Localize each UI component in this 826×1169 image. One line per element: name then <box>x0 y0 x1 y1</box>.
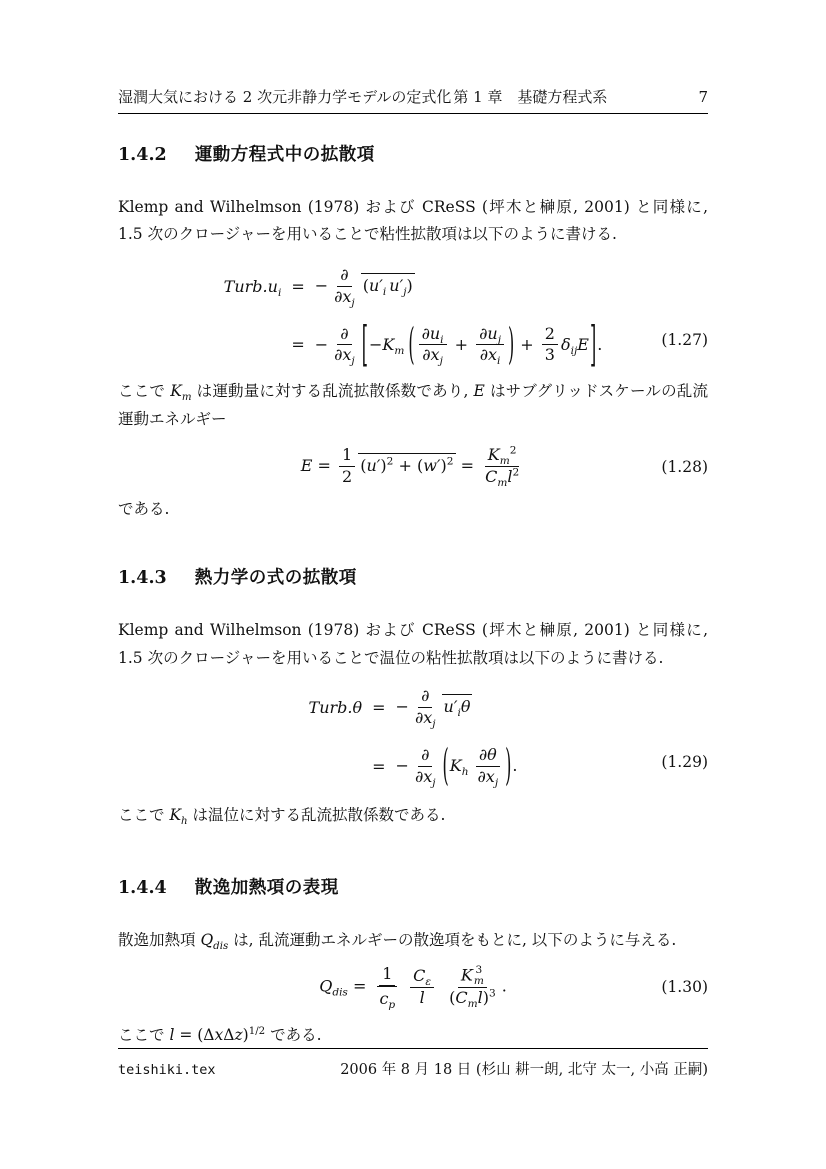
math-fraction <box>339 445 355 488</box>
math-var: u′ <box>368 275 383 295</box>
math-delimiter: ) <box>507 317 515 370</box>
math-text: Δ <box>223 1026 235 1045</box>
page-footer <box>118 1048 708 1079</box>
equation-number: (1.28) <box>661 457 708 476</box>
math-delimiter: ] <box>589 314 597 372</box>
math-var: K <box>170 382 182 401</box>
math-var: l <box>477 988 483 1008</box>
equation-cell <box>395 739 518 791</box>
paragraph-dissipation <box>118 927 708 955</box>
math-var: ∂x <box>414 708 433 728</box>
math-var: l <box>419 987 425 1007</box>
math-text: 2 <box>544 323 555 343</box>
header-chapter: 第 1 章 基礎方程式系 <box>453 88 608 106</box>
math-text: である. <box>118 499 170 518</box>
math-superscript: 2 <box>386 455 394 468</box>
math-overline <box>377 986 397 1012</box>
math-subscript: j <box>403 285 407 298</box>
math-var: C <box>455 988 468 1008</box>
math-text: − <box>368 334 383 354</box>
section-heading-1-4-2 <box>118 144 708 167</box>
math-supsub: 3 m <box>473 964 484 988</box>
math-subscript: j <box>439 355 443 368</box>
equation-number: (1.27) <box>661 331 708 350</box>
equation-cell <box>315 265 415 308</box>
equation-body <box>118 264 708 372</box>
math-subscript: j <box>351 296 355 309</box>
math-subscript: h <box>181 815 188 827</box>
equation-number: (1.30) <box>661 978 708 997</box>
section-title: 運動方程式中の拡散項 <box>194 145 375 165</box>
math-text: ) <box>482 988 489 1008</box>
math-subscript: i <box>457 707 461 720</box>
running-header <box>118 86 708 114</box>
footer-filename: teishiki.tex <box>118 1062 216 1078</box>
math-var: ∂u <box>421 323 441 343</box>
math-text: Klemp and Wilhelmson (1978) および CReSS (坪木と榊原, 2001) と同様に, 1.5 次のクロージャーを用いることで粘性拡散項は以下のように書ける. <box>118 197 708 244</box>
math-subscript: p <box>388 999 396 1012</box>
math-fraction <box>412 686 439 729</box>
math-subscript: dis <box>213 940 229 952</box>
math-subscript: dis <box>332 986 348 999</box>
math-superscript: 2 <box>512 466 520 479</box>
equation-cell <box>309 698 363 717</box>
math-text: + <box>515 334 539 354</box>
equation-1-30 <box>118 964 708 1010</box>
math-text: − <box>314 334 329 354</box>
math-delimiter: ) <box>505 739 512 791</box>
math-text: = <box>455 456 480 476</box>
math-text: ここで <box>118 1026 170 1045</box>
math-superscript: 1/2 <box>248 1025 266 1037</box>
math-subscript: ij <box>570 344 578 357</box>
math-var: ∂x <box>414 766 433 786</box>
math-fraction <box>374 964 400 1010</box>
section-number: 1.4.2 <box>118 145 167 165</box>
math-subscript: i <box>497 355 501 368</box>
math-subscript: i <box>277 286 282 299</box>
math-text: . <box>597 334 603 354</box>
paragraph-l-definition <box>118 1022 708 1050</box>
header-title: 湿潤大気における 2 次元非静力学モデルの定式化 <box>118 88 452 106</box>
math-var: ∂x <box>477 766 495 786</box>
math-subscript: ε <box>425 976 432 989</box>
math-var: Turb.θ <box>308 698 363 718</box>
math-overline <box>361 273 415 298</box>
math-var: Q <box>319 976 333 996</box>
math-text: ) <box>406 275 413 295</box>
page-content <box>118 0 708 1050</box>
math-var: C <box>485 467 498 487</box>
math-text: + ( <box>393 456 424 476</box>
math-superscript: 3 <box>488 988 496 1001</box>
math-text: = <box>347 976 372 996</box>
footer-date-authors: 2006 年 8 月 18 日 (杉山 耕一朗, 北守 太一, 小高 正嗣) <box>340 1062 708 1078</box>
math-var: C <box>413 965 426 985</box>
math-text: 2 <box>342 467 353 487</box>
math-subscript: j <box>494 776 499 789</box>
math-var: u′ <box>389 275 404 295</box>
math-text: はサブグリッドスケールの乱流運動エネルギー <box>118 382 708 428</box>
equation-cell <box>301 445 525 488</box>
math-var: E <box>577 334 589 354</box>
math-var: c <box>379 989 389 1009</box>
equation-1-27 <box>118 264 708 372</box>
math-subscript: m <box>394 344 405 357</box>
math-text: ) <box>440 456 447 476</box>
math-delimiter: ( <box>408 317 415 370</box>
math-fraction <box>446 965 499 1009</box>
math-text: である. <box>265 1026 322 1045</box>
math-fraction <box>475 745 502 788</box>
math-fraction <box>412 745 439 788</box>
math-text: は運動量に対する乱流拡散係数であり, <box>191 382 474 401</box>
math-var: ∂ <box>421 686 430 706</box>
math-fraction <box>482 445 522 488</box>
math-text: ) <box>380 456 387 476</box>
equation-cell <box>319 964 507 1010</box>
section-title: 熱力学の式の拡散項 <box>194 568 357 589</box>
math-subscript: j <box>351 355 355 368</box>
paragraph-dearu <box>118 496 708 524</box>
math-fraction <box>419 324 447 367</box>
math-var: θ <box>460 697 471 717</box>
equation-body <box>118 445 708 488</box>
math-subscript: h <box>461 765 469 778</box>
math-var: K <box>449 755 462 775</box>
equation-1-29 <box>118 686 708 791</box>
page-number: 7 <box>698 88 708 106</box>
math-text: = (Δ <box>174 1026 215 1045</box>
math-var: ∂x <box>334 286 352 306</box>
math-var: u′ <box>443 697 458 717</box>
math-subscript: m <box>467 998 478 1011</box>
math-text: − <box>314 275 329 295</box>
math-var: ∂ <box>421 744 430 764</box>
equation-cell: = <box>291 276 305 296</box>
math-text: は, 乱流運動エネルギーの散逸項をもとに, 以下のように与える. <box>228 930 677 949</box>
math-var: ∂ <box>340 323 349 343</box>
math-var: E <box>300 456 313 476</box>
math-superscript: 2 <box>509 444 517 457</box>
math-var: l <box>507 467 513 487</box>
section-title: 散逸加熱項の表現 <box>194 878 339 899</box>
math-var: δ <box>560 334 571 354</box>
equation-cell: = <box>291 335 305 355</box>
math-text: は温位に対する乱流拡散係数である. <box>187 805 446 824</box>
math-overline <box>442 694 473 720</box>
math-var: K <box>382 334 395 354</box>
section-number: 1.4.3 <box>118 568 167 589</box>
math-var: z <box>234 1026 243 1045</box>
math-subscript: i <box>440 333 444 346</box>
math-var: ∂ <box>340 264 349 284</box>
math-text: . <box>512 755 518 775</box>
math-delimiter: ( <box>442 739 449 791</box>
section-heading-1-4-3 <box>118 567 708 590</box>
math-var: ∂u <box>479 323 498 343</box>
math-text: 1 <box>382 964 393 984</box>
math-subscript: j <box>432 776 436 789</box>
math-delimiter: [ <box>361 314 368 372</box>
math-text: − <box>395 755 409 775</box>
math-var: Q <box>200 930 214 949</box>
math-text: ( <box>449 988 456 1008</box>
math-text: 3 <box>544 345 555 365</box>
equation-number: (1.29) <box>661 752 708 771</box>
math-text: ここで <box>118 805 170 824</box>
math-fraction <box>331 265 358 308</box>
math-subscript: m <box>499 455 510 468</box>
math-text: ( <box>362 275 369 295</box>
paragraph-kh-description <box>118 802 708 830</box>
math-text: − <box>395 697 409 717</box>
math-subscript: i <box>382 285 387 298</box>
paragraph-km-description <box>118 378 708 433</box>
equation-body <box>118 964 708 1010</box>
math-text: Klemp and Wilhelmson (1978) および CReSS (坪木と榊原, 2001) と同様に, 1.5 次のクロージャーを用いることで温位の粘性拡散項は以下のように書ける. <box>118 621 708 667</box>
math-var: ∂x <box>334 345 352 365</box>
math-text: ) <box>242 1026 249 1045</box>
math-var: u′ <box>366 456 381 476</box>
math-var: E <box>473 382 485 401</box>
math-text: 1 <box>342 445 353 465</box>
equation-cell: = <box>372 698 386 718</box>
math-fraction <box>542 324 558 367</box>
math-var: l <box>169 1026 175 1045</box>
math-text: ここで <box>118 382 171 401</box>
equation-1-28 <box>118 445 708 488</box>
math-fraction <box>476 324 504 367</box>
math-superscript: 2 <box>446 455 454 468</box>
equation-cell: = <box>372 756 386 776</box>
equation-cell <box>314 314 603 372</box>
math-var: Turb.u <box>223 276 278 296</box>
section-heading-1-4-4 <box>118 877 708 900</box>
math-subscript: m <box>497 477 508 490</box>
math-text: = <box>312 456 337 476</box>
math-var: ∂θ <box>478 744 497 764</box>
math-text: + <box>449 334 474 354</box>
math-fraction <box>410 966 434 1009</box>
math-fraction <box>331 324 358 367</box>
math-overline <box>358 453 455 475</box>
math-subscript: j <box>497 333 501 346</box>
math-text: ( <box>360 456 367 476</box>
math-var: K <box>487 445 500 465</box>
math-subscript: j <box>432 718 436 731</box>
math-var: K <box>169 805 182 824</box>
equation-cell <box>396 686 473 729</box>
math-var: K <box>460 965 473 985</box>
math-var: ∂x <box>479 345 497 365</box>
math-text: . <box>501 976 507 996</box>
math-subscript: m <box>181 392 192 404</box>
math-var: ∂x <box>422 345 440 365</box>
math-var: x <box>214 1026 224 1045</box>
math-var: w′ <box>423 456 441 476</box>
paragraph-intro-momentum <box>118 194 708 249</box>
equation-body <box>118 686 708 791</box>
section-number: 1.4.4 <box>118 878 167 899</box>
equation-cell <box>223 276 282 299</box>
math-text: 散逸加熱項 <box>118 930 201 949</box>
paragraph-intro-thermo <box>118 617 708 672</box>
